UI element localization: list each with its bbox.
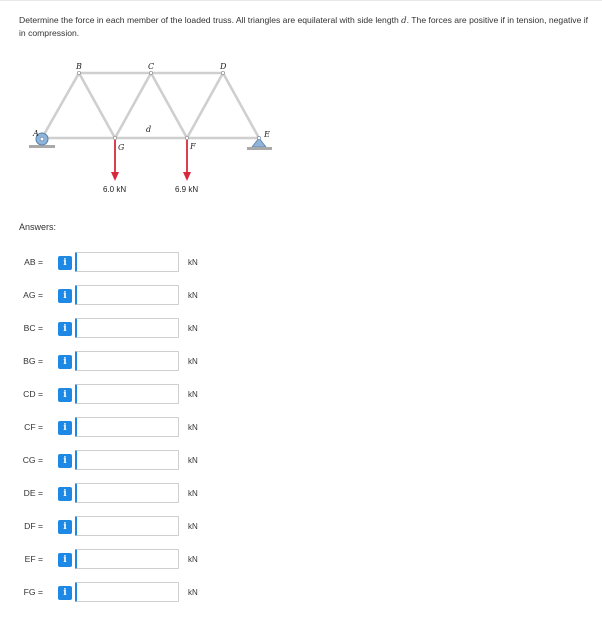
label-c: C: [148, 62, 155, 71]
answer-row-ag: [0, 285, 602, 307]
member-bg: [79, 73, 115, 138]
answer-input-ef[interactable]: [75, 549, 179, 569]
load-f-arrowhead: [183, 172, 191, 181]
load-f-label: 6.9 kN: [175, 185, 199, 194]
question-text: [19, 14, 591, 39]
unit-label: kN: [188, 258, 198, 267]
unit-label: kN: [188, 588, 198, 597]
label-a: A: [33, 129, 39, 138]
answer-input-ag[interactable]: [75, 285, 179, 305]
question-text-part2: . The forces are positive if in tension, negative if in compression.: [19, 15, 589, 38]
answer-row-cd: [0, 384, 602, 406]
answer-label: CF =: [24, 422, 43, 432]
answer-row-ef: [0, 549, 602, 571]
answer-input-cf[interactable]: [75, 417, 179, 437]
answer-input-fg[interactable]: [75, 582, 179, 602]
answer-row-df: [0, 516, 602, 538]
member-ab: [42, 73, 79, 138]
answer-input-ab[interactable]: [75, 252, 179, 272]
answer-input-de[interactable]: [75, 483, 179, 503]
unit-label: kN: [188, 423, 198, 432]
joint-b: [77, 71, 80, 74]
unit-label: kN: [188, 555, 198, 564]
info-icon[interactable]: i: [58, 289, 72, 303]
info-icon[interactable]: i: [58, 322, 72, 336]
answer-input-cd[interactable]: [75, 384, 179, 404]
label-f: F: [190, 142, 196, 151]
answer-row-bg: [0, 351, 602, 373]
answer-row-fg: [0, 582, 602, 604]
top-divider: [0, 0, 602, 1]
info-icon[interactable]: i: [58, 586, 72, 600]
info-icon[interactable]: i: [58, 256, 72, 270]
support-e-pin: [257, 136, 260, 139]
answer-row-ab: [0, 252, 602, 274]
joint-g: [113, 136, 116, 139]
answer-label: AG =: [23, 290, 43, 300]
info-icon[interactable]: i: [58, 487, 72, 501]
info-icon[interactable]: i: [58, 388, 72, 402]
unit-label: kN: [188, 291, 198, 300]
info-icon[interactable]: i: [58, 454, 72, 468]
unit-label: kN: [188, 489, 198, 498]
answer-row-de: [0, 483, 602, 505]
question-text-part1: Determine the force in each member of the loaded truss. All triangles are equilateral with side length: [19, 15, 402, 25]
question-variable: d: [401, 16, 407, 26]
answer-input-bg[interactable]: [75, 351, 179, 371]
member-df: [187, 73, 223, 138]
joint-d: [221, 71, 224, 74]
answer-label: AB =: [24, 257, 43, 267]
support-a-pin: [40, 137, 44, 141]
unit-label: kN: [188, 456, 198, 465]
joint-c: [149, 71, 152, 74]
answer-label: BG =: [23, 356, 43, 366]
support-e-ground: [247, 147, 272, 150]
answer-input-df[interactable]: [75, 516, 179, 536]
answer-label: CD =: [23, 389, 43, 399]
answer-label: DE =: [23, 488, 43, 498]
answer-input-bc[interactable]: [75, 318, 179, 338]
joint-f: [185, 136, 188, 139]
answer-row-cg: [0, 450, 602, 472]
truss-figure: [0, 58, 602, 208]
label-e: E: [264, 130, 270, 139]
unit-label: kN: [188, 324, 198, 333]
label-dimension-d: d: [146, 125, 152, 134]
truss-diagram: [0, 58, 602, 208]
label-d: D: [220, 62, 227, 71]
unit-label: kN: [188, 522, 198, 531]
info-icon[interactable]: i: [58, 421, 72, 435]
member-de: [223, 73, 259, 138]
label-b: B: [76, 62, 82, 71]
answer-row-cf: [0, 417, 602, 439]
member-cf: [151, 73, 187, 138]
answer-label: CG =: [22, 455, 43, 465]
info-icon[interactable]: i: [58, 520, 72, 534]
load-g-label: 6.0 kN: [103, 185, 127, 194]
answer-label: EF =: [24, 554, 43, 564]
info-icon[interactable]: i: [58, 355, 72, 369]
answer-label: FG =: [23, 587, 43, 597]
answer-label: BC =: [23, 323, 43, 333]
answer-input-cg[interactable]: [75, 450, 179, 470]
answer-label: DF =: [24, 521, 43, 531]
answers-heading: Answers:: [19, 222, 57, 232]
unit-label: kN: [188, 357, 198, 366]
answer-row-bc: [0, 318, 602, 340]
load-g-arrowhead: [111, 172, 119, 181]
info-icon[interactable]: i: [58, 553, 72, 567]
label-g: G: [118, 143, 125, 152]
unit-label: kN: [188, 390, 198, 399]
